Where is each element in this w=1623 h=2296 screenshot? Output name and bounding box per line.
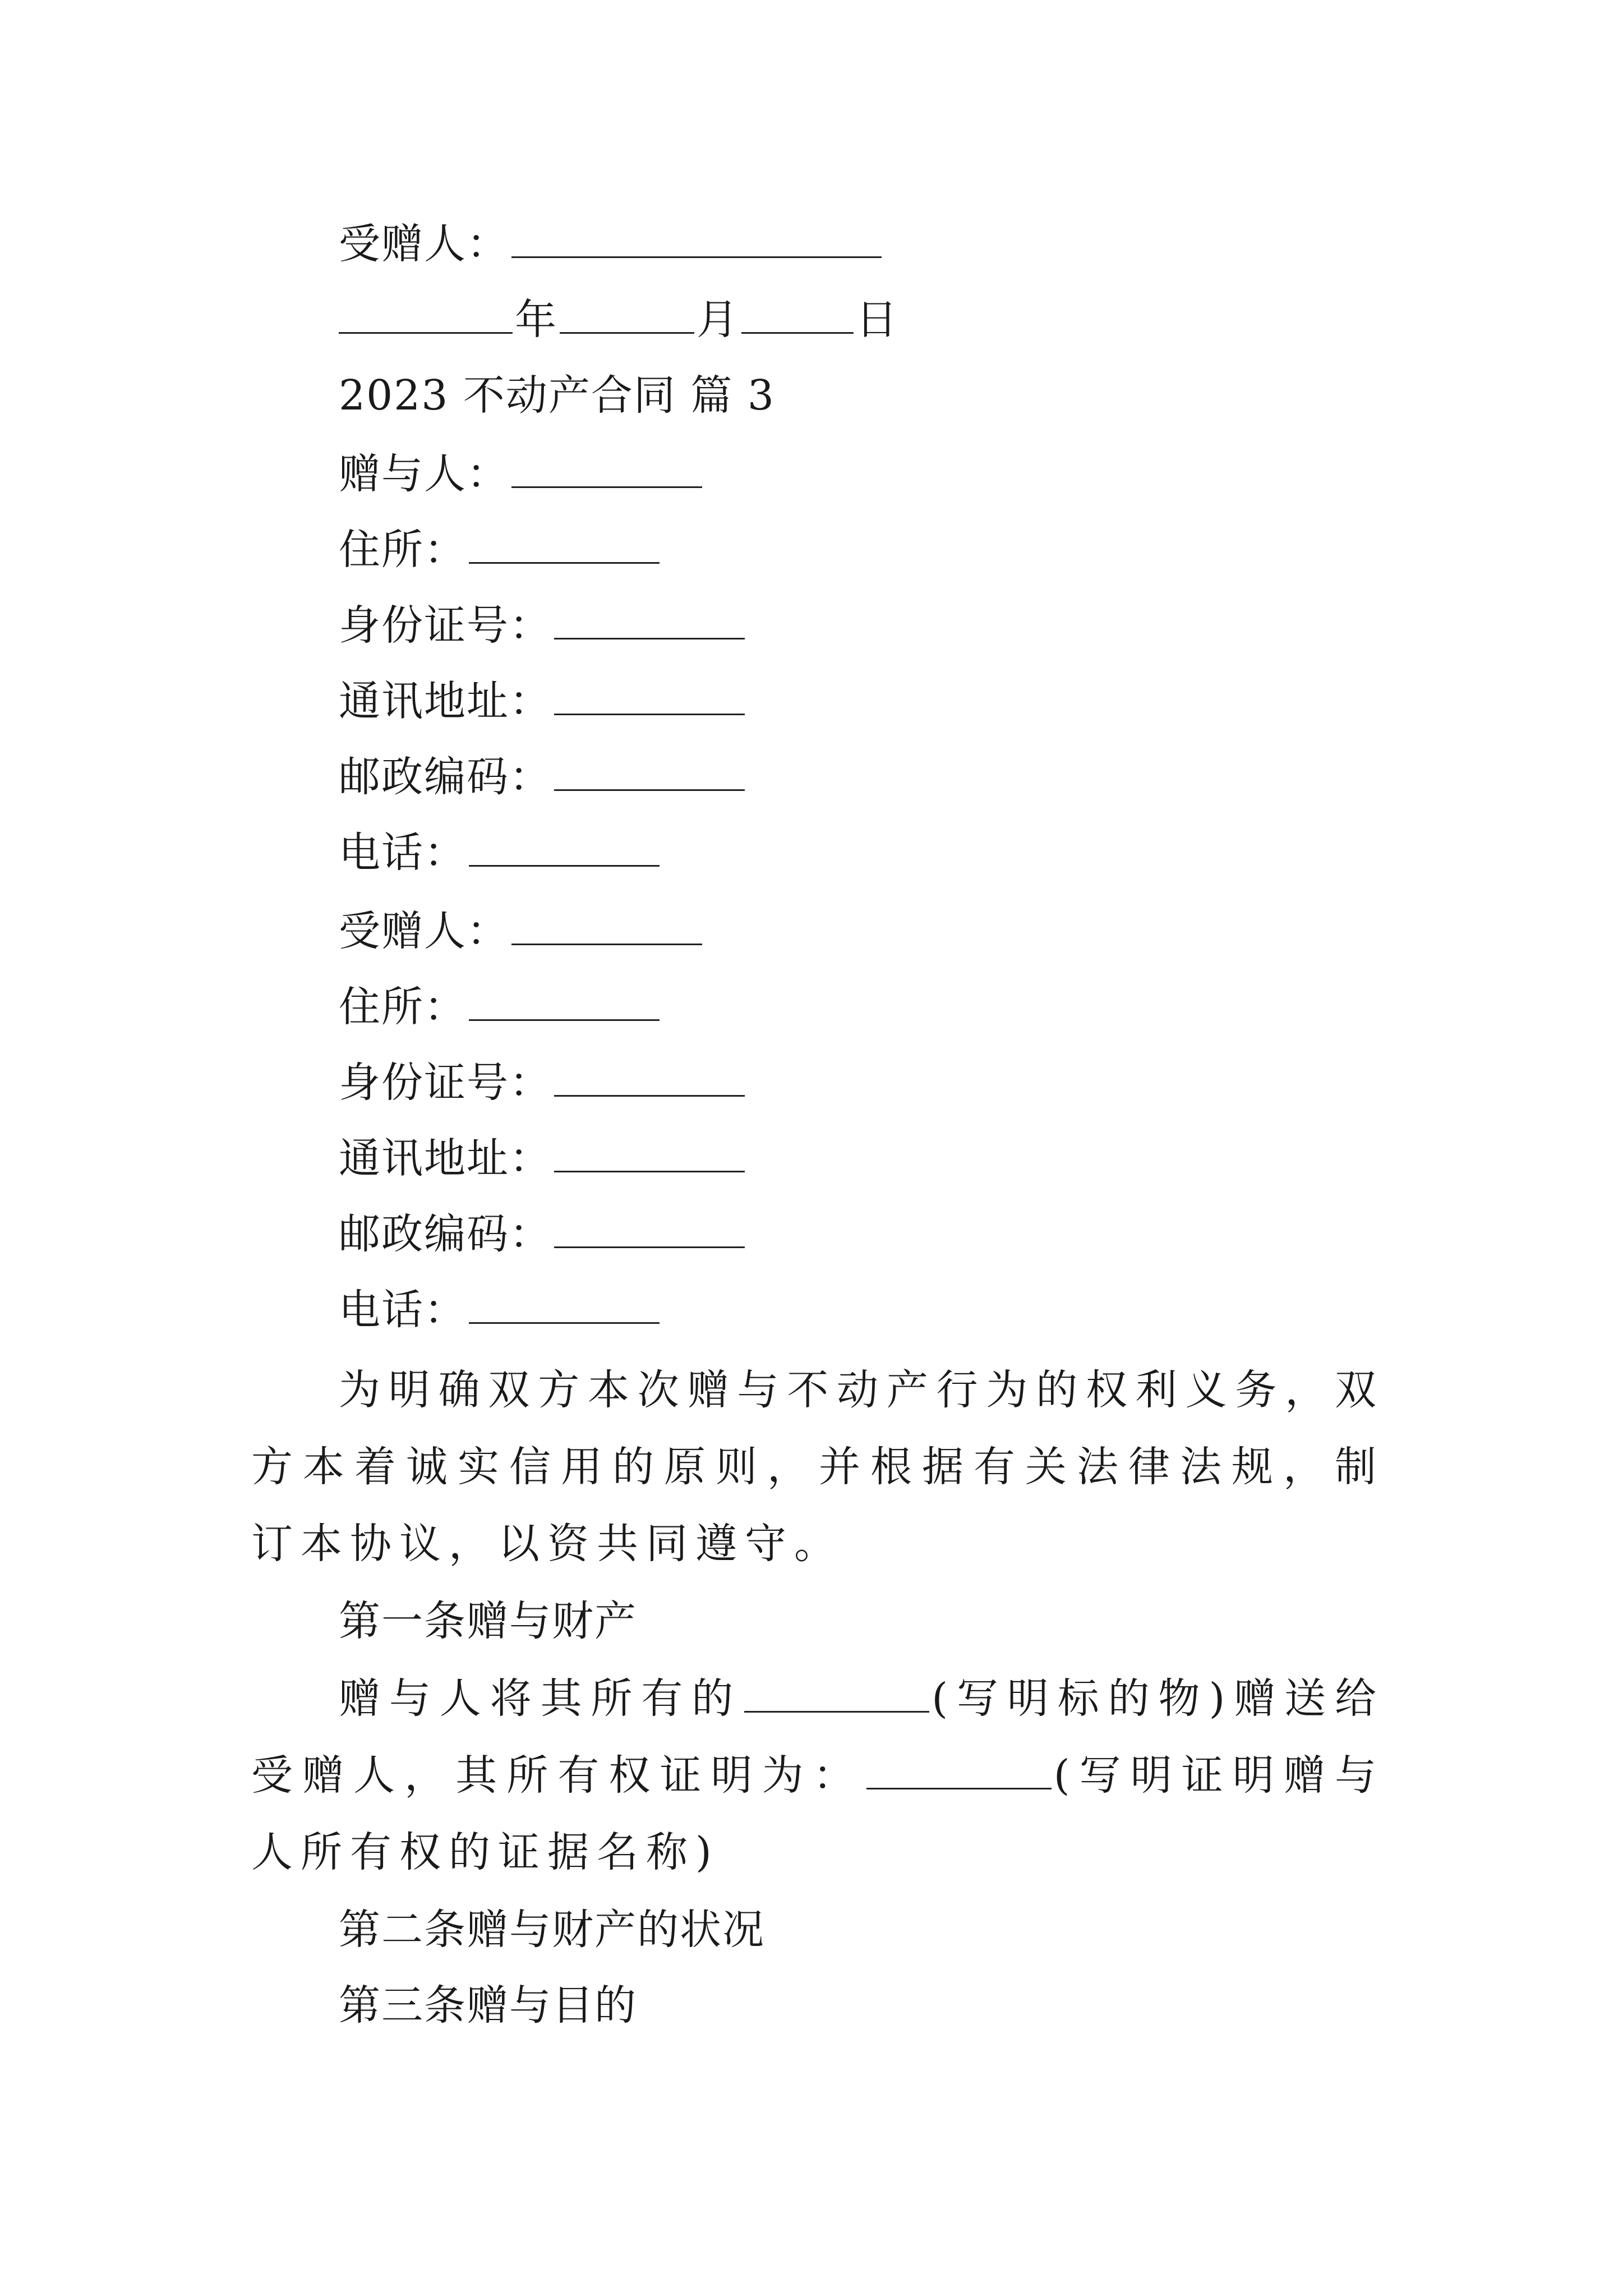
donor-postcode-line xyxy=(339,749,747,805)
donor-id-label: 身份证号： xyxy=(339,601,552,650)
article1-part1: 赠与人将其所有的 xyxy=(339,1674,743,1723)
preamble-paragraph: 为明确双方本次赠与不动产行为的权利义务，双方本着诚实信用的原则，并根据有关法律法规，制订本协议，以资共同遵守。 xyxy=(251,1366,1384,1568)
date-month: 月 xyxy=(697,296,739,344)
donee-postcode-label: 邮政编码： xyxy=(339,1210,552,1258)
donor-phone-label: 电话： xyxy=(339,829,467,877)
donor-postcode-label: 邮政编码： xyxy=(339,753,552,801)
article2-title: 第二条赠与财产的状况 xyxy=(339,1906,765,1954)
donor-phone-blank[interactable] xyxy=(469,826,660,867)
donee-mail-blank[interactable] xyxy=(554,1131,745,1172)
donee-id-blank[interactable] xyxy=(554,1056,745,1097)
donee-postcode-blank[interactable] xyxy=(554,1207,745,1248)
donee-id-label: 身份证号： xyxy=(339,1059,552,1107)
date-day: 日 xyxy=(856,296,898,344)
donor-address-blank[interactable] xyxy=(469,523,660,564)
donor-mail-line xyxy=(339,673,747,729)
donor-postcode-blank[interactable] xyxy=(554,750,745,791)
article1-part2: (写明标的物)赠送给受赠人，其所有权证明为： xyxy=(251,1674,1385,1800)
donee-phone-blank[interactable] xyxy=(469,1283,660,1324)
month-blank[interactable] xyxy=(560,293,694,334)
donee-address-line xyxy=(339,979,662,1035)
donor-name-line xyxy=(339,446,704,502)
year-blank[interactable] xyxy=(339,293,513,334)
article3-title: 第三条赠与目的 xyxy=(339,1981,637,2030)
article1-paragraph xyxy=(251,1660,1384,1891)
donor-address-line xyxy=(339,522,662,578)
donee-mail-label: 通讯地址： xyxy=(339,1134,552,1182)
donee-name-label: 受赠人： xyxy=(339,907,509,955)
article1-title: 第一条赠与财产 xyxy=(339,1597,637,1645)
donee-mail-line xyxy=(339,1130,747,1186)
ownership-proof-blank[interactable] xyxy=(866,1749,1052,1789)
top-donee-label: 受赠人： xyxy=(339,220,509,268)
donor-mail-label: 通讯地址： xyxy=(339,677,552,725)
donor-phone-line xyxy=(339,825,662,881)
donee-id-line xyxy=(339,1055,747,1111)
top-donee-blank[interactable] xyxy=(511,217,882,258)
donee-name-line xyxy=(339,903,704,959)
donee-address-blank[interactable] xyxy=(469,980,660,1021)
article1-part3: (写明证明赠与人所有权的证据名称) xyxy=(251,1751,1384,1876)
donor-name-blank[interactable] xyxy=(511,447,702,488)
donee-phone-line xyxy=(339,1282,662,1338)
donor-id-line xyxy=(339,597,747,654)
top-donee-line xyxy=(339,216,884,272)
donor-address-label: 住所： xyxy=(339,526,467,574)
donor-mail-blank[interactable] xyxy=(554,674,745,715)
donee-name-blank[interactable] xyxy=(511,904,702,945)
donor-id-blank[interactable] xyxy=(554,599,745,639)
donor-name-label: 赠与人： xyxy=(339,450,509,498)
date-year: 年 xyxy=(515,296,557,344)
subject-matter-blank[interactable] xyxy=(744,1672,929,1713)
section-heading: 2023 不动产合同 篇 3 xyxy=(339,371,775,420)
day-blank[interactable] xyxy=(741,293,854,334)
donee-phone-label: 电话： xyxy=(339,1286,467,1334)
date-line xyxy=(339,292,898,348)
donee-postcode-line xyxy=(339,1206,747,1262)
donee-address-label: 住所： xyxy=(339,983,467,1031)
